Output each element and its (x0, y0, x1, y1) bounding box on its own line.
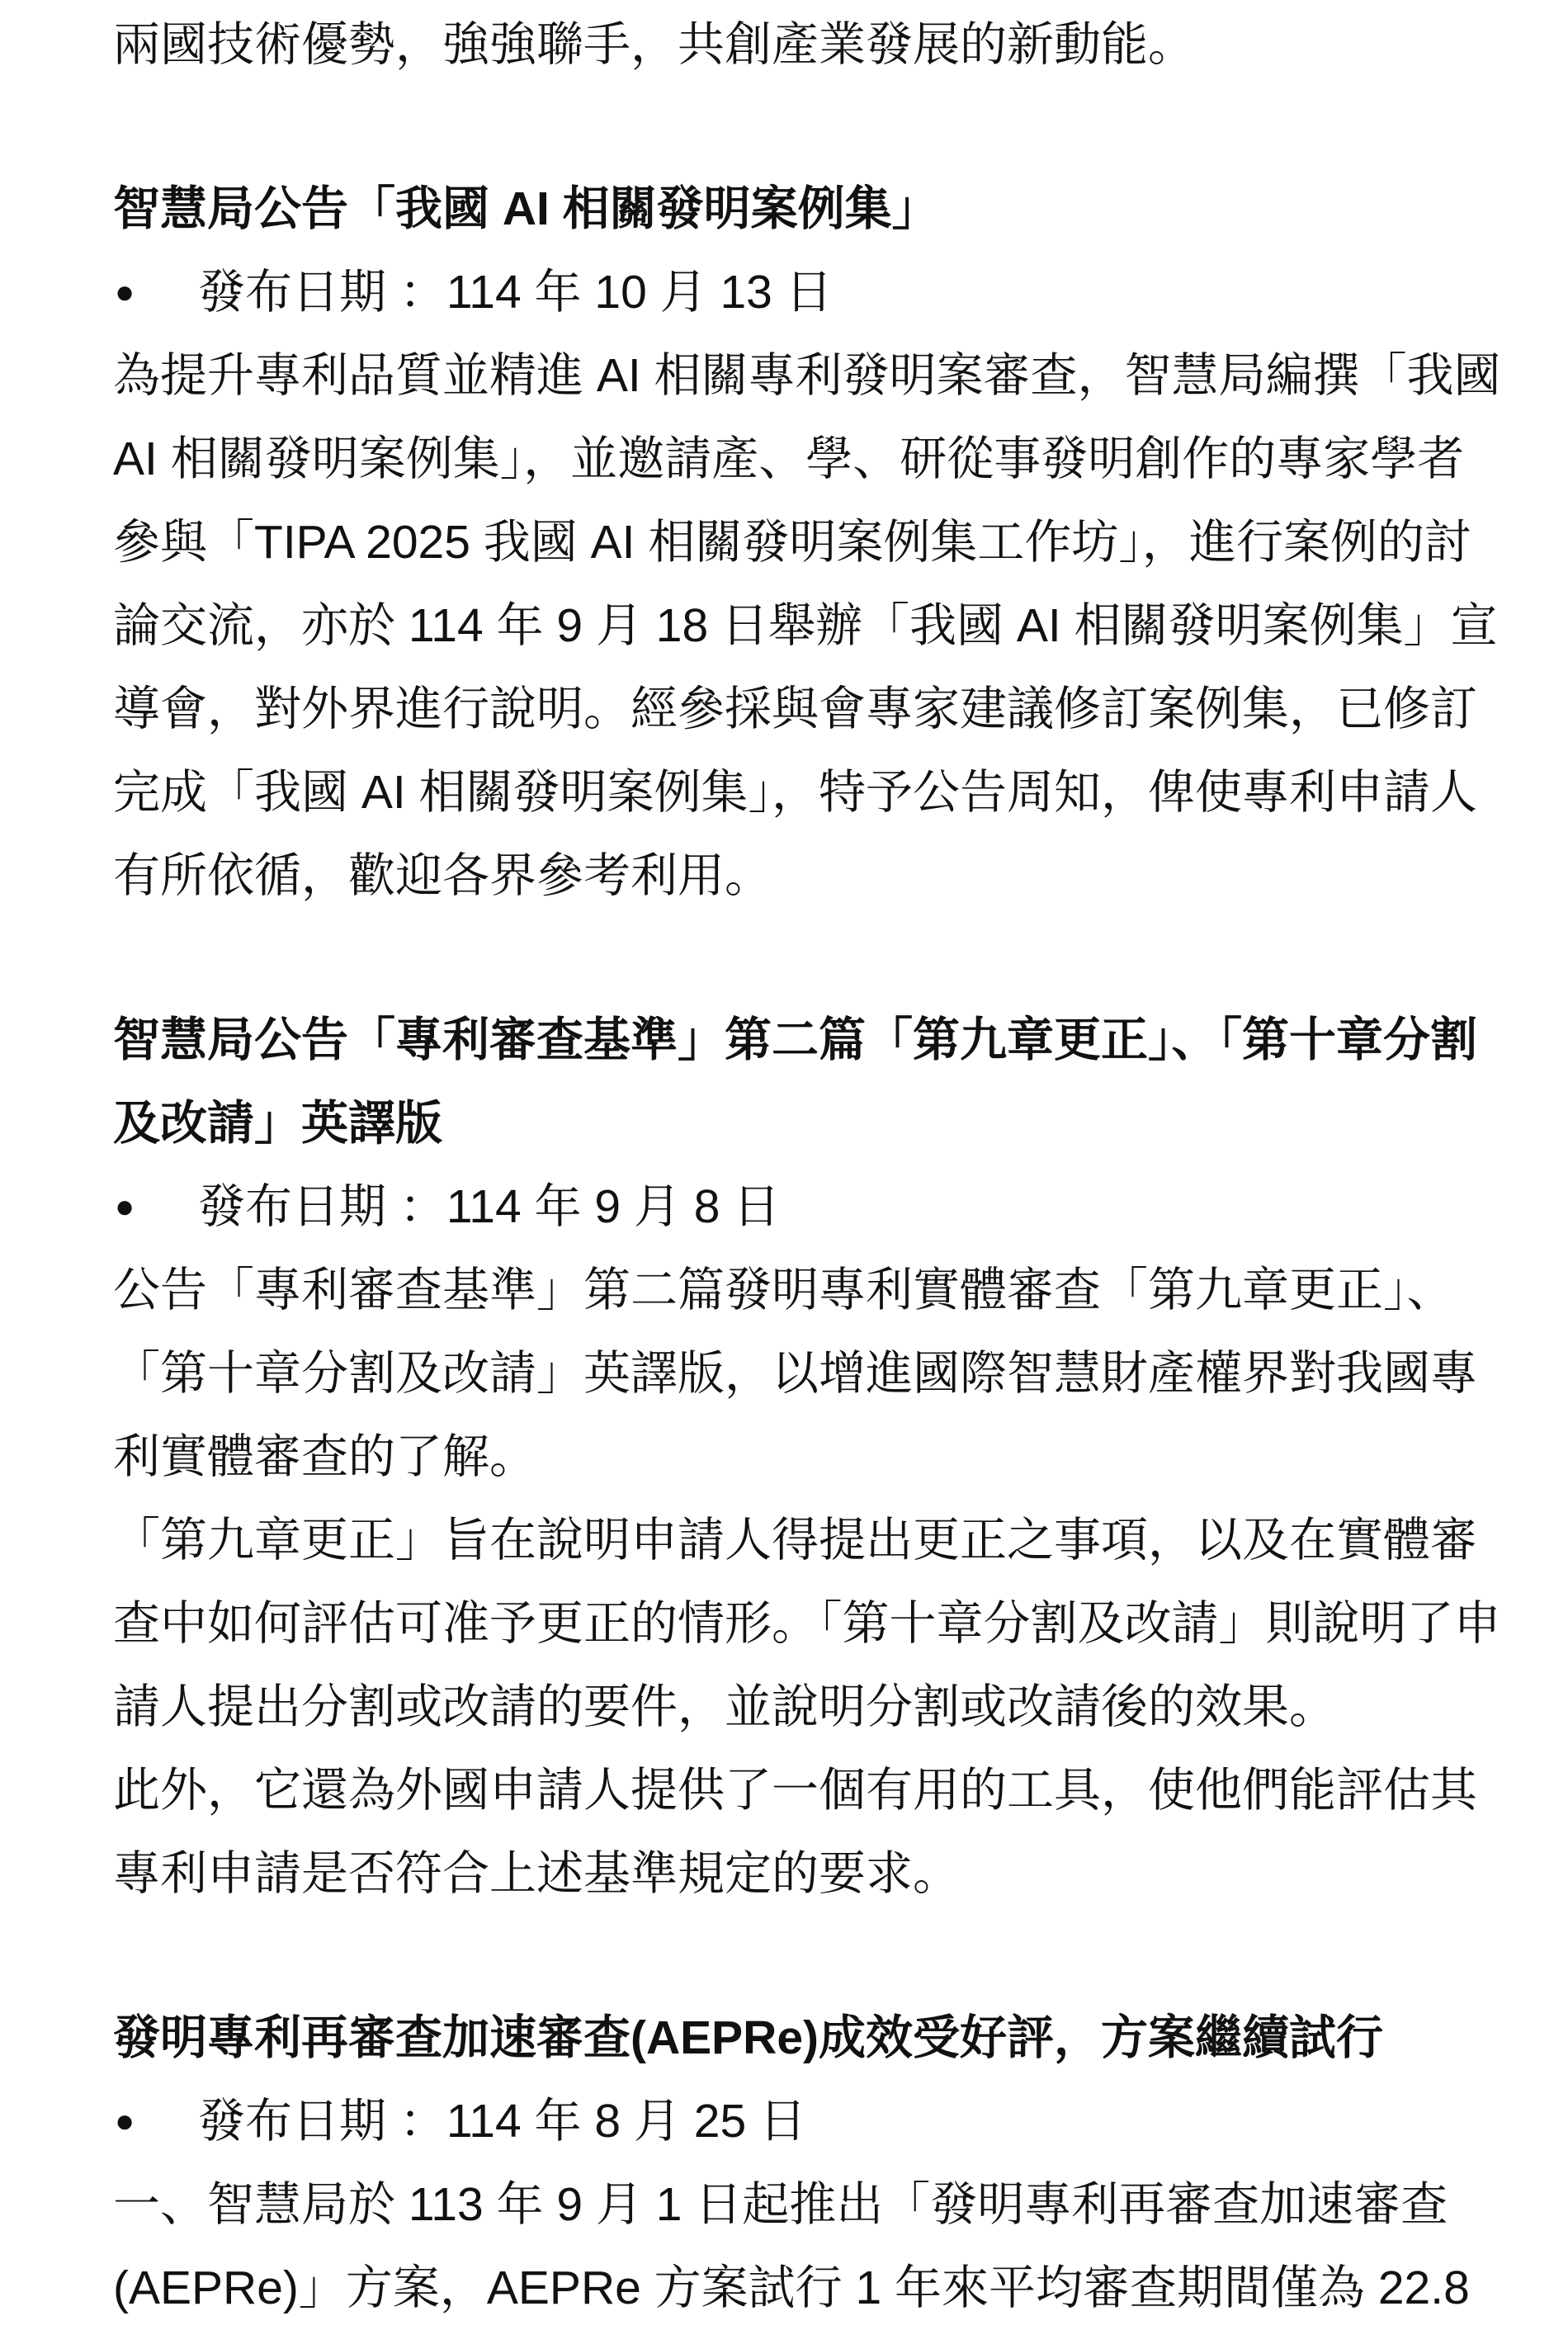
text-line: AI 相關發明案例集」，並邀請產、學、研從事發明創作的專家學者 (113, 432, 1465, 485)
title-line: 及改請」英譯版 (113, 1097, 442, 1150)
text-line: 專利申請是否符合上述基準規定的要求。 (113, 1847, 960, 1900)
publish-date: 發布日期 ：114 年 9 月 8 日 (198, 1180, 781, 1233)
text-line: 兩國技術優勢，強強聯手，共創產業發展的新動能。 (113, 18, 1195, 71)
announcement-body (113, 2163, 1568, 2330)
bullet-icon: ● (115, 274, 135, 310)
text-line: 參與「TIPA 2025 我國 AI 相關發明案例集工作坊」，進行案例的討 (113, 516, 1471, 569)
announcement-title (113, 1997, 1568, 2080)
bullet-icon: ● (115, 2103, 135, 2139)
text-line: 導會，對外界進行說明。經參採與會專家建議修訂案例集，已修訂 (113, 683, 1477, 735)
announcement-body (113, 334, 1568, 918)
title-line: 智慧局公告「專利審查基準」第二篇「第九章更正」、「第十章分割 (113, 1014, 1477, 1066)
intro-paragraph (113, 3, 1568, 87)
publish-date-item (113, 251, 1568, 334)
bullet-icon: ● (115, 1189, 135, 1225)
text-line: 完成「我國 AI 相關發明案例集」，特予公告周知，俾使專利申請人 (113, 766, 1478, 819)
text-line: 請人提出分割或改請的要件，並說明分割或改請後的效果。 (113, 1680, 1336, 1733)
announcement-title (113, 999, 1568, 1165)
title-line: 發明專利再審查加速審查(AEPRe)成效受好評，方案繼續試行 (113, 2011, 1384, 2064)
text-line: 「第九章更正」旨在說明申請人得提出更正之事項，以及在實體審 (113, 1514, 1477, 1567)
text-line: 此外，它還為外國申請人提供了一個有用的工具，使他們能評估其 (113, 1764, 1477, 1817)
text-line: 「第十章分割及改請」英譯版，以增進國際智慧財產權界對我國專 (113, 1347, 1477, 1400)
announcement-section (113, 1997, 1568, 2330)
publish-date: 發布日期 ：114 年 8 月 25 日 (198, 2095, 806, 2148)
text-line: 為提升專利品質並精進 AI 相關專利發明案審查，智慧局編撰「我國 (113, 349, 1501, 402)
text-line: 論交流，亦於 114 年 9 月 18 日舉辦「我國 AI 相關發明案例集」宣 (113, 599, 1498, 652)
announcement-section (113, 168, 1568, 918)
document (113, 3, 1568, 2330)
text-line: 公告「專利審查基準」第二篇發明專利實體審查「第九章更正」、 (113, 1264, 1454, 1316)
publish-date-item (113, 2080, 1568, 2163)
announcement-section (113, 999, 1568, 1916)
announcement-title (113, 168, 1568, 251)
text-line: 一、智慧局於 113 年 9 月 1 日起推出「發明專利再審查加速審查 (113, 2178, 1448, 2231)
text-line: (AEPRe)」方案，AEPRe 方案試行 1 年來平均審查期間僅為 22.8 (113, 2261, 1470, 2314)
text-line: 查中如何評估可准予更正的情形。「第十章分割及改請」則說明了申 (113, 1597, 1501, 1650)
publish-date-item (113, 1165, 1568, 1249)
publish-date: 發布日期 ：114 年 10 月 13 日 (198, 266, 833, 319)
text-line: 利實體審查的了解。 (113, 1430, 536, 1483)
title-line: 智慧局公告「我國 AI 相關發明案例集」 (113, 182, 939, 235)
announcement-body (113, 1249, 1568, 1916)
text-line: 有所依循，歡迎各界參考利用。 (113, 849, 772, 902)
